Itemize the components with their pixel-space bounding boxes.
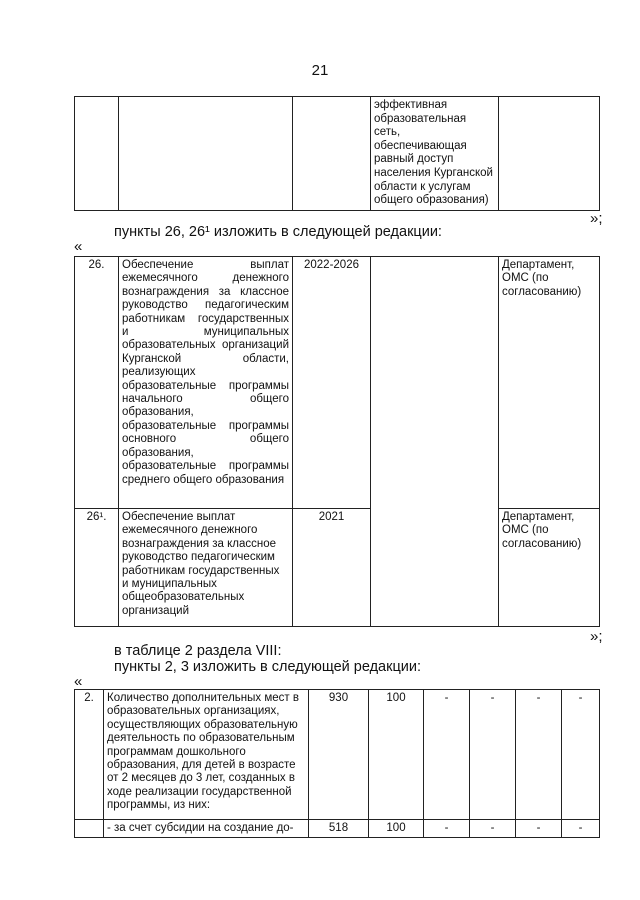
continued-table (74, 96, 600, 211)
table-cell (75, 97, 119, 211)
value-cell: 100 (369, 690, 424, 820)
row-years: 2022-2026 (293, 257, 371, 509)
open-quote: « (74, 238, 83, 255)
close-quote: »; (590, 210, 603, 227)
row-description: Количество дополнительных мест в образовательных организациях, осуществляющих образовательную деятельность по образовательным программам дошкольного образования, для детей в возрасте от 2 месяцев до 3 лет, созданных в ходе реализации государственной программы, из них: (104, 690, 309, 820)
row-description: Обеспечение выплат ежемесячного денежного вознаграждения за классное руководство педагогическим работникам государственных и муниципальных общеобразовательных организаций (119, 509, 293, 627)
value-cell: - (424, 690, 470, 820)
close-quote: »; (590, 628, 603, 645)
row-description: - за счет субсидии на создание до- (104, 820, 309, 838)
value-cell: 100 (369, 820, 424, 838)
value-cell: - (470, 820, 516, 838)
row-responsible: Департамент, ОМС (по согласованию) (499, 509, 600, 627)
table-cell (293, 97, 371, 211)
instruction-text: пункты 26, 26¹ изложить в следующей редакции: (114, 224, 442, 240)
table-cell (499, 97, 600, 211)
value-cell: 518 (309, 820, 369, 838)
row-number: 26. (75, 257, 119, 509)
instruction-text: пункты 2, 3 изложить в следующей редакции: (114, 659, 421, 675)
instruction-text: в таблице 2 раздела VIII: (114, 643, 282, 659)
table-2 (74, 689, 600, 838)
row-responsible: Департамент, ОМС (по согласованию) (499, 257, 600, 509)
table-cell (119, 97, 293, 211)
row-years: 2021 (293, 509, 371, 627)
value-cell: - (516, 690, 562, 820)
open-quote: « (74, 673, 83, 690)
table-cell-text: эффективная образовательная сеть, обеспечивающая равный доступ населения Курганской области к услугам общего образования) (371, 97, 499, 211)
row-number: 2. (75, 690, 104, 820)
value-cell: - (562, 820, 600, 838)
row-description: Обеспечение выплат ежемесячного денежного вознаграждения за классное руководство педагогическим работникам государственных и муниципальных образовательных организаций Курганской области, реализующих образовательные программы начального общего образования, образовательные программы основного общего образования, образовательные программы среднего общего образования (119, 257, 293, 509)
page-number: 21 (311, 62, 329, 79)
row-number (75, 820, 104, 838)
table-cell (371, 257, 499, 627)
value-cell: - (516, 820, 562, 838)
value-cell: - (562, 690, 600, 820)
value-cell: - (470, 690, 516, 820)
value-cell: 930 (309, 690, 369, 820)
value-cell: - (424, 820, 470, 838)
row-number: 26¹. (75, 509, 119, 627)
items-26-table (74, 256, 600, 627)
